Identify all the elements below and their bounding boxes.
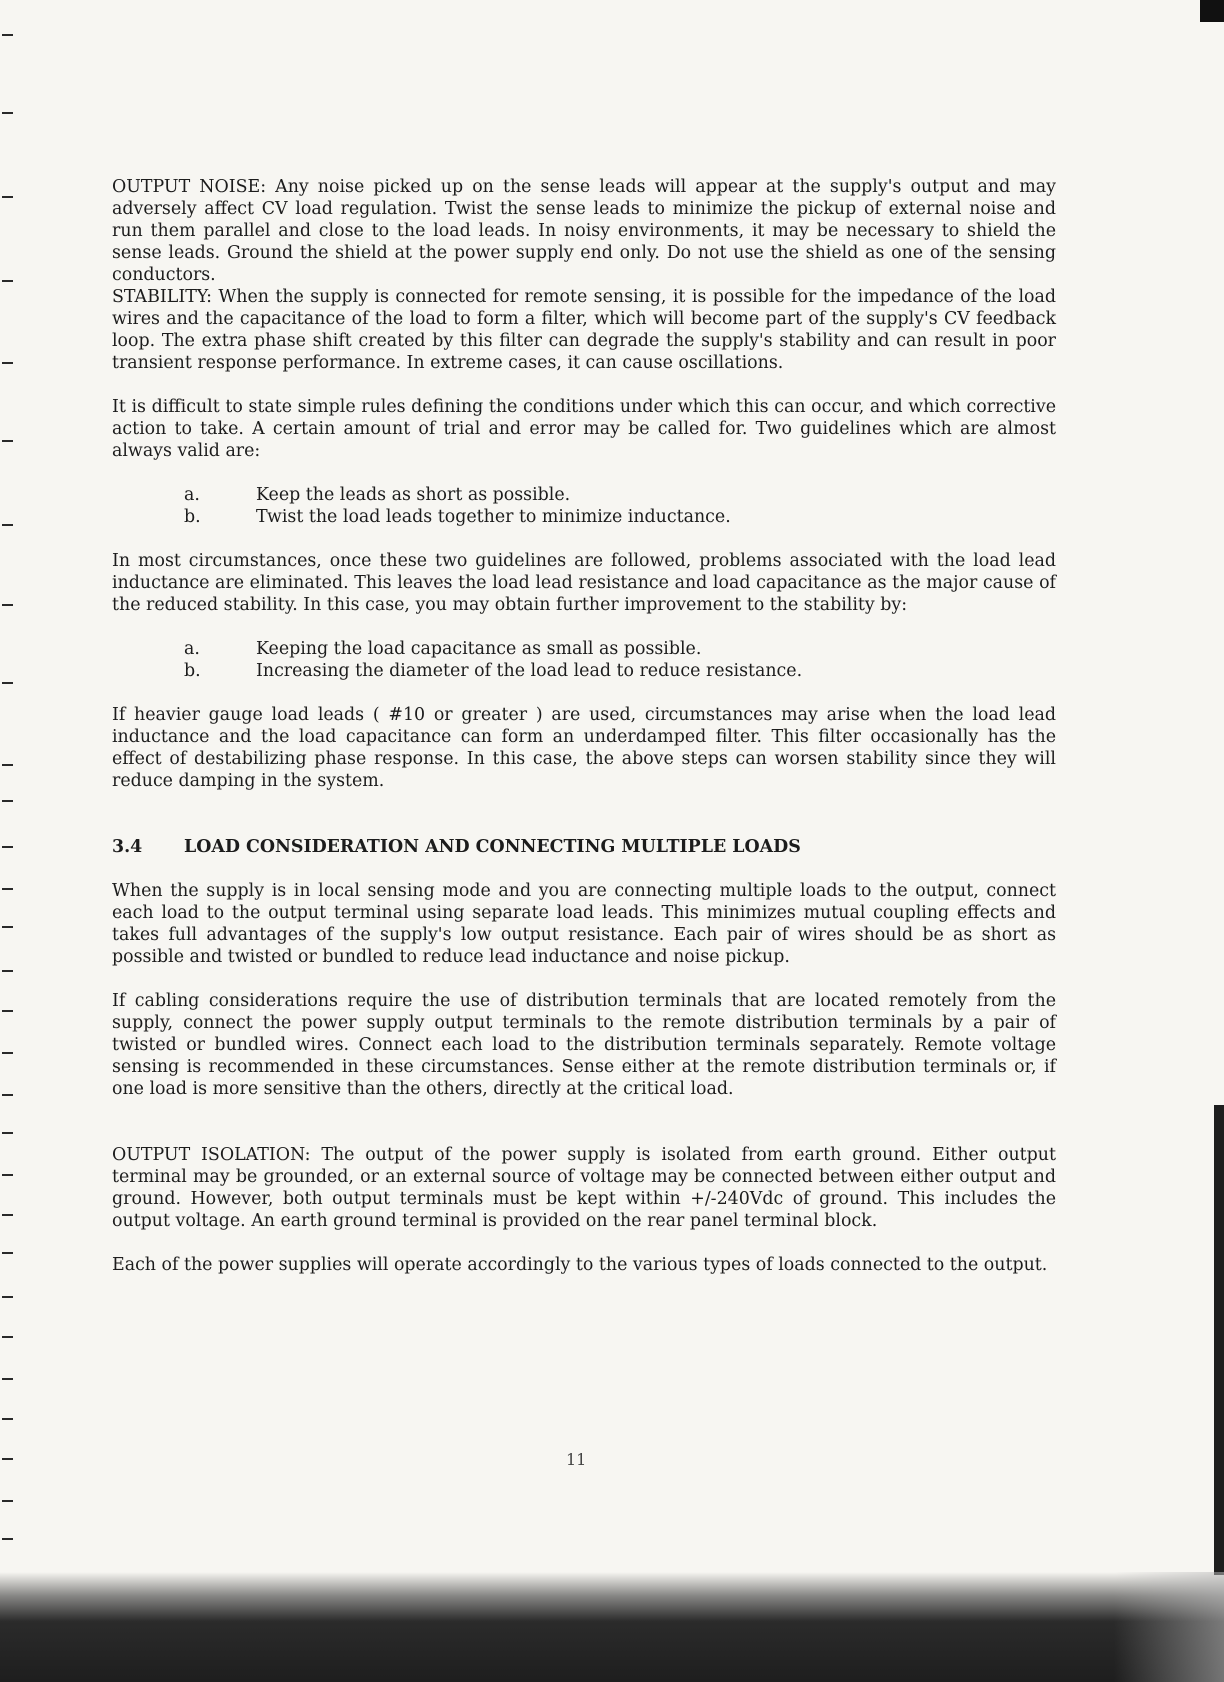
list-item-text: Keeping the load capacitance as small as possible.	[256, 639, 702, 659]
list-item-text: Twist the load leads together to minimize inductance.	[256, 507, 731, 527]
page-number: 11	[566, 1450, 587, 1469]
paragraph-each-supply: Each of the power supplies will operate accordingly to the various types of loads connected to the output.	[112, 1255, 1048, 1275]
guidelines-list	[112, 484, 1056, 528]
section-title: LOAD CONSIDERATION AND CONNECTING MULTIPLE LOADS	[184, 837, 801, 857]
list-item	[112, 484, 1056, 506]
paragraph-heavier-gauge: If heavier gauge load leads ( #10 or greater ) are used, circumstances may arise when the load lead inductance and the load capacitance can form an underdamped filter. This filter occasionally has the effect of destabilizing phase response. In this case, the above steps can worsen stability since they will reduce damping in the system.	[112, 705, 1056, 791]
paragraph-output-isolation: OUTPUT ISOLATION: The output of the power supply is isolated from earth ground. Either output terminal may be grounded, or an external source of voltage may be connected between either output and ground. However, both output terminals must be kept within +/-240Vdc of ground. This includes the output voltage. An earth ground terminal is provided on the rear panel terminal block.	[112, 1145, 1056, 1231]
list-item-text: Increasing the diameter of the load lead to reduce resistance.	[256, 661, 803, 681]
scan-right-edge-shadow	[1214, 1105, 1224, 1575]
paragraph-local-sensing: When the supply is in local sensing mode and you are connecting multiple loads to the output, connect each load to the output terminal using separate load leads. This minimizes mutual coupling effects and takes full advantages of the supply's low output resistance. Each pair of wires should be as short as possible and twisted or bundled to reduce lead inductance and noise pickup.	[112, 881, 1056, 967]
list-marker: b.	[184, 507, 201, 527]
paragraph-cabling: If cabling considerations require the use of distribution terminals that are located remotely from the supply, connect the power supply output terminals to the remote distribution terminals by a pair of twisted or bundled wires. Connect each load to the distribution terminals separately. Remote voltage sensing is recommended in these circumstances. Sense either at the remote distribution terminals or, if one load is more sensitive than the others, directly at the critical load.	[112, 991, 1056, 1099]
list-item	[112, 660, 1056, 682]
scan-corner-tab	[1200, 0, 1224, 22]
scan-bottom-shadow	[0, 1572, 1224, 1682]
list-marker: a.	[184, 485, 200, 505]
paragraph-most-circumstances: In most circumstances, once these two guidelines are followed, problems associated with the load lead inductance are eliminated. This leaves the load lead resistance and load capacitance as the major cause of the reduced stability. In this case, you may obtain further improvement to the stability by:	[112, 551, 1056, 615]
scan-bottom-corner	[1114, 1572, 1224, 1682]
paragraph-difficult: It is difficult to state simple rules defining the conditions under which this can occur, and which corrective action to take. A certain amount of trial and error may be called for. Two guidelines which are almost always valid are:	[112, 397, 1056, 461]
paragraph-output-noise: OUTPUT NOISE: Any noise picked up on the sense leads will appear at the supply's output and may adversely affect CV load regulation. Twist the sense leads to minimize the pickup of external noise and run them parallel and close to the load leads. In noisy environments, it may be necessary to shield the sense leads. Ground the shield at the power supply end only. Do not use the shield as one of the sensing conductors.	[112, 177, 1056, 285]
list-marker: b.	[184, 661, 201, 681]
list-marker: a.	[184, 639, 200, 659]
section-heading	[112, 836, 1056, 858]
list-item	[112, 638, 1056, 660]
improvement-list	[112, 638, 1056, 682]
section-number: 3.4	[112, 837, 143, 857]
list-item-text: Keep the leads as short as possible.	[256, 485, 571, 505]
paragraph-stability: STABILITY: When the supply is connected for remote sensing, it is possible for the impedance of the load wires and the capacitance of the load to form a filter, which will become part of the supply's CV feedback loop. The extra phase shift created by this filter can degrade the supply's stability and can result in poor transient response performance. In extreme cases, it can cause oscillations.	[112, 287, 1056, 373]
left-edge-marks	[0, 0, 20, 1682]
list-item	[112, 506, 1056, 528]
page-content	[112, 176, 1056, 1276]
